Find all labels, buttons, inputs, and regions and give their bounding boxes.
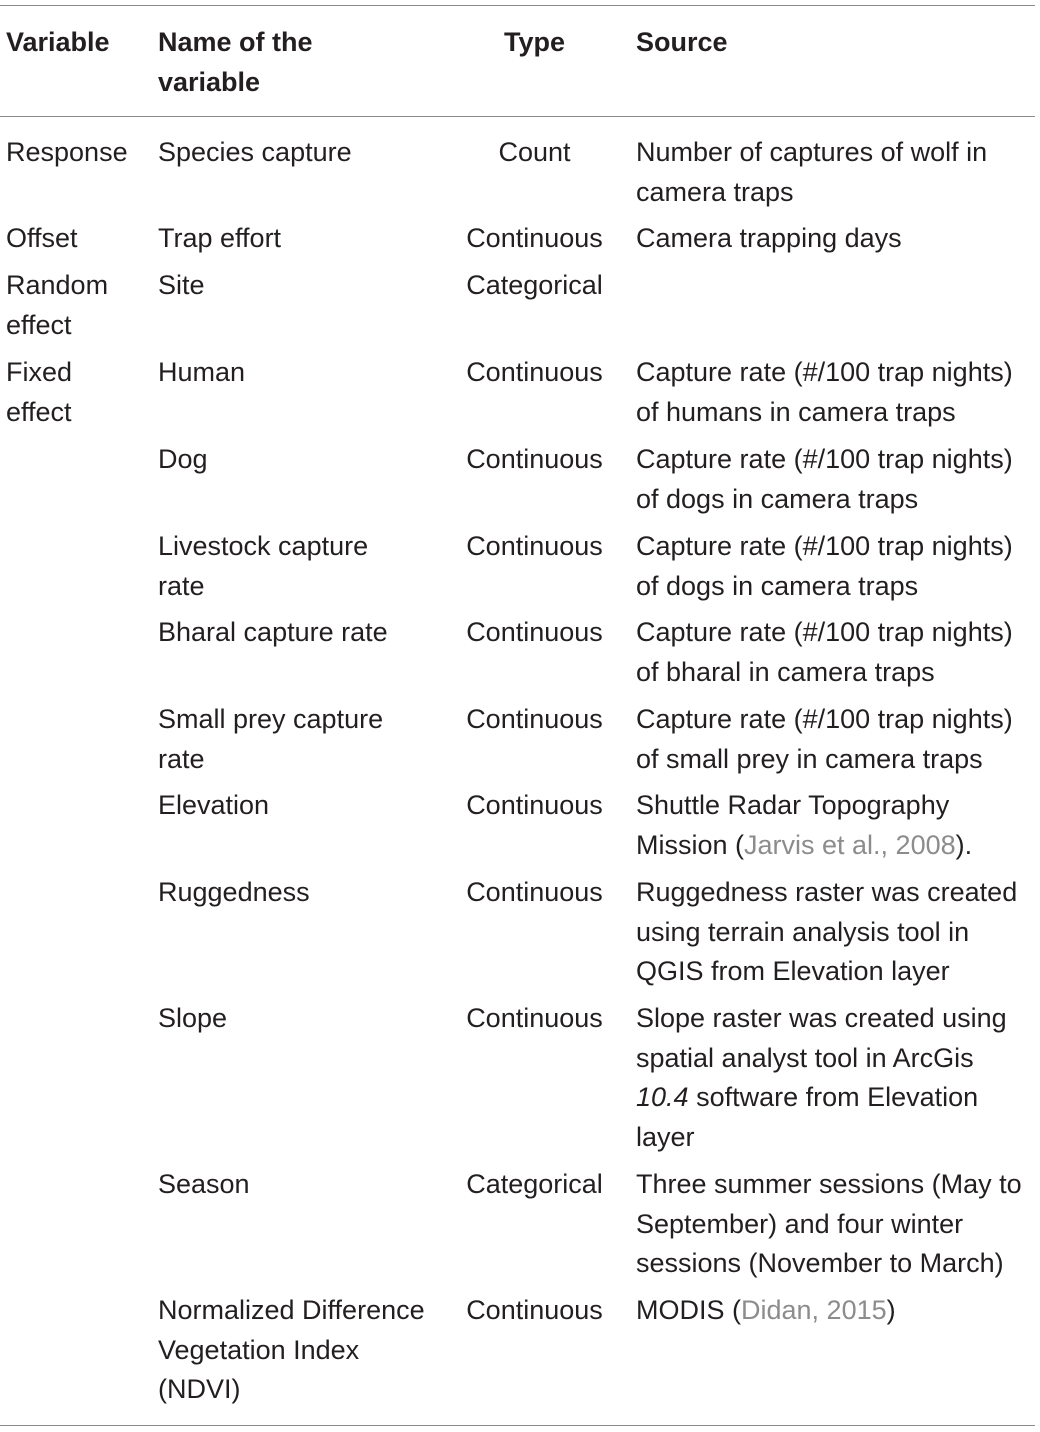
row-name	[158, 1291, 425, 1410]
row-source	[636, 700, 1013, 779]
row-source-line	[636, 999, 1007, 1039]
table-top-rule	[0, 5, 1035, 6]
row-source	[636, 873, 1017, 992]
row-source-line: camera traps	[636, 176, 794, 207]
row-source-line	[636, 1078, 1007, 1118]
row-type: Continuous	[466, 531, 603, 561]
source-text: Slope raster was created using	[636, 1003, 1007, 1033]
row-variable-line: Random	[6, 270, 109, 300]
row-name-line: Trap effort	[158, 223, 282, 253]
row-source-line: of dogs in camera traps	[636, 570, 919, 601]
row-type: Continuous	[466, 877, 603, 907]
source-text: software from Elevation	[688, 1082, 979, 1112]
row-source	[636, 999, 1007, 1157]
row-name-line: Normalized Difference	[158, 1295, 425, 1325]
citation-link[interactable]: Didan, 2015	[741, 1295, 887, 1325]
row-name	[158, 219, 281, 259]
row-source-line: QGIS from Elevation layer	[636, 956, 950, 986]
row-name-line: Human	[158, 357, 246, 387]
source-text: )	[886, 1295, 896, 1325]
row-source	[636, 440, 1013, 519]
row-source-line	[636, 1118, 1007, 1158]
row-name-line: (NDVI)	[158, 1374, 241, 1404]
row-name-line: Dog	[158, 444, 208, 474]
header-name	[158, 22, 313, 102]
row-source	[636, 1165, 1022, 1284]
header-rule	[0, 116, 1035, 117]
row-name	[158, 786, 269, 826]
row-name-line: Slope	[158, 1003, 228, 1033]
row-type: Categorical	[466, 1169, 603, 1199]
row-source-line: Number of captures of wolf in	[636, 137, 988, 167]
source-text: MODIS (	[636, 1295, 741, 1325]
row-source-line	[636, 786, 972, 826]
row-name-line: Small prey capture	[158, 704, 384, 734]
row-name-line: Site	[158, 270, 205, 300]
row-source	[636, 353, 1013, 432]
row-source-line: Capture rate (#/100 trap nights)	[636, 617, 1013, 647]
source-text: spatial analyst tool in ArcGis	[636, 1042, 974, 1073]
row-variable-line: Fixed	[6, 357, 73, 387]
row-name	[158, 133, 352, 173]
row-name	[158, 1165, 250, 1205]
table-bottom-rule	[0, 1425, 1035, 1426]
row-source-line	[636, 826, 972, 866]
header-name-line-1: Name of the	[158, 27, 313, 57]
row-type: Continuous	[466, 357, 603, 387]
row-name-line: Ruggedness	[158, 877, 310, 907]
row-source-line: using terrain analysis tool in	[636, 916, 970, 947]
row-variable-line: Response	[6, 137, 128, 167]
source-text: Mission (	[636, 829, 745, 860]
row-source	[636, 786, 972, 865]
row-source-line: September) and four winter	[636, 1208, 964, 1239]
source-text: ).	[955, 829, 973, 860]
row-source-line	[636, 1039, 1007, 1079]
row-name-line: Elevation	[158, 790, 270, 820]
row-type: Continuous	[466, 1295, 603, 1325]
header-source: Source	[636, 27, 728, 57]
row-source-line: Capture rate (#/100 trap nights)	[636, 531, 1013, 561]
row-source-line: Ruggedness raster was created	[636, 877, 1018, 907]
row-source-line: of small prey in camera traps	[636, 743, 983, 774]
row-source-line: Three summer sessions (May to	[636, 1169, 1022, 1199]
row-name	[158, 266, 205, 306]
row-type: Continuous	[466, 704, 603, 734]
row-source-line	[636, 1291, 896, 1331]
row-source	[636, 219, 902, 259]
row-variable-line: effect	[6, 396, 72, 427]
row-source	[636, 527, 1013, 606]
row-type: Continuous	[466, 617, 603, 647]
row-type: Continuous	[466, 790, 603, 820]
header-type: Type	[503, 27, 565, 57]
row-type: Continuous	[466, 223, 603, 253]
row-type: Continuous	[466, 444, 603, 474]
row-variable	[6, 219, 78, 259]
row-source-line: of humans in camera traps	[636, 396, 956, 427]
row-source-line: of bharal in camera traps	[636, 656, 935, 687]
row-name	[158, 353, 245, 393]
row-name-line: Livestock capture	[158, 531, 369, 561]
row-name	[158, 440, 208, 480]
row-name-line: Species capture	[158, 137, 352, 167]
row-name	[158, 700, 383, 779]
row-source-line: Capture rate (#/100 trap nights)	[636, 704, 1013, 734]
row-variable	[6, 353, 72, 432]
row-name-line: Vegetation Index	[158, 1334, 360, 1365]
row-source-line: Capture rate (#/100 trap nights)	[636, 444, 1013, 474]
row-type: Categorical	[466, 270, 603, 300]
source-text: Shuttle Radar Topography	[636, 790, 950, 820]
row-variable-line: effect	[6, 309, 72, 340]
source-text: 10.4	[636, 1082, 689, 1112]
row-name	[158, 613, 388, 653]
row-variable-line: Offset	[6, 223, 78, 253]
row-source	[636, 133, 987, 212]
row-variable	[6, 266, 108, 345]
row-name-line: Season	[158, 1169, 250, 1199]
row-source	[636, 1291, 896, 1331]
source-text: layer	[636, 1121, 695, 1152]
header-name-line-2: variable	[158, 67, 261, 97]
row-name	[158, 873, 310, 913]
row-source-line: Capture rate (#/100 trap nights)	[636, 357, 1013, 387]
row-name	[158, 999, 227, 1039]
row-name-line: rate	[158, 743, 205, 774]
row-source-line: of dogs in camera traps	[636, 483, 919, 514]
row-variable	[6, 133, 128, 173]
header-variable: Variable	[6, 27, 110, 57]
row-type: Continuous	[466, 1003, 603, 1033]
row-name	[158, 527, 368, 606]
row-name-line: rate	[158, 570, 205, 601]
row-type: Count	[498, 137, 571, 167]
row-name-line: Bharal capture rate	[158, 617, 388, 647]
row-source-line: Camera trapping days	[636, 223, 902, 253]
citation-link[interactable]: Jarvis et al., 2008	[744, 829, 956, 860]
row-source-line: sessions (November to March)	[636, 1248, 1004, 1278]
row-source	[636, 613, 1013, 692]
